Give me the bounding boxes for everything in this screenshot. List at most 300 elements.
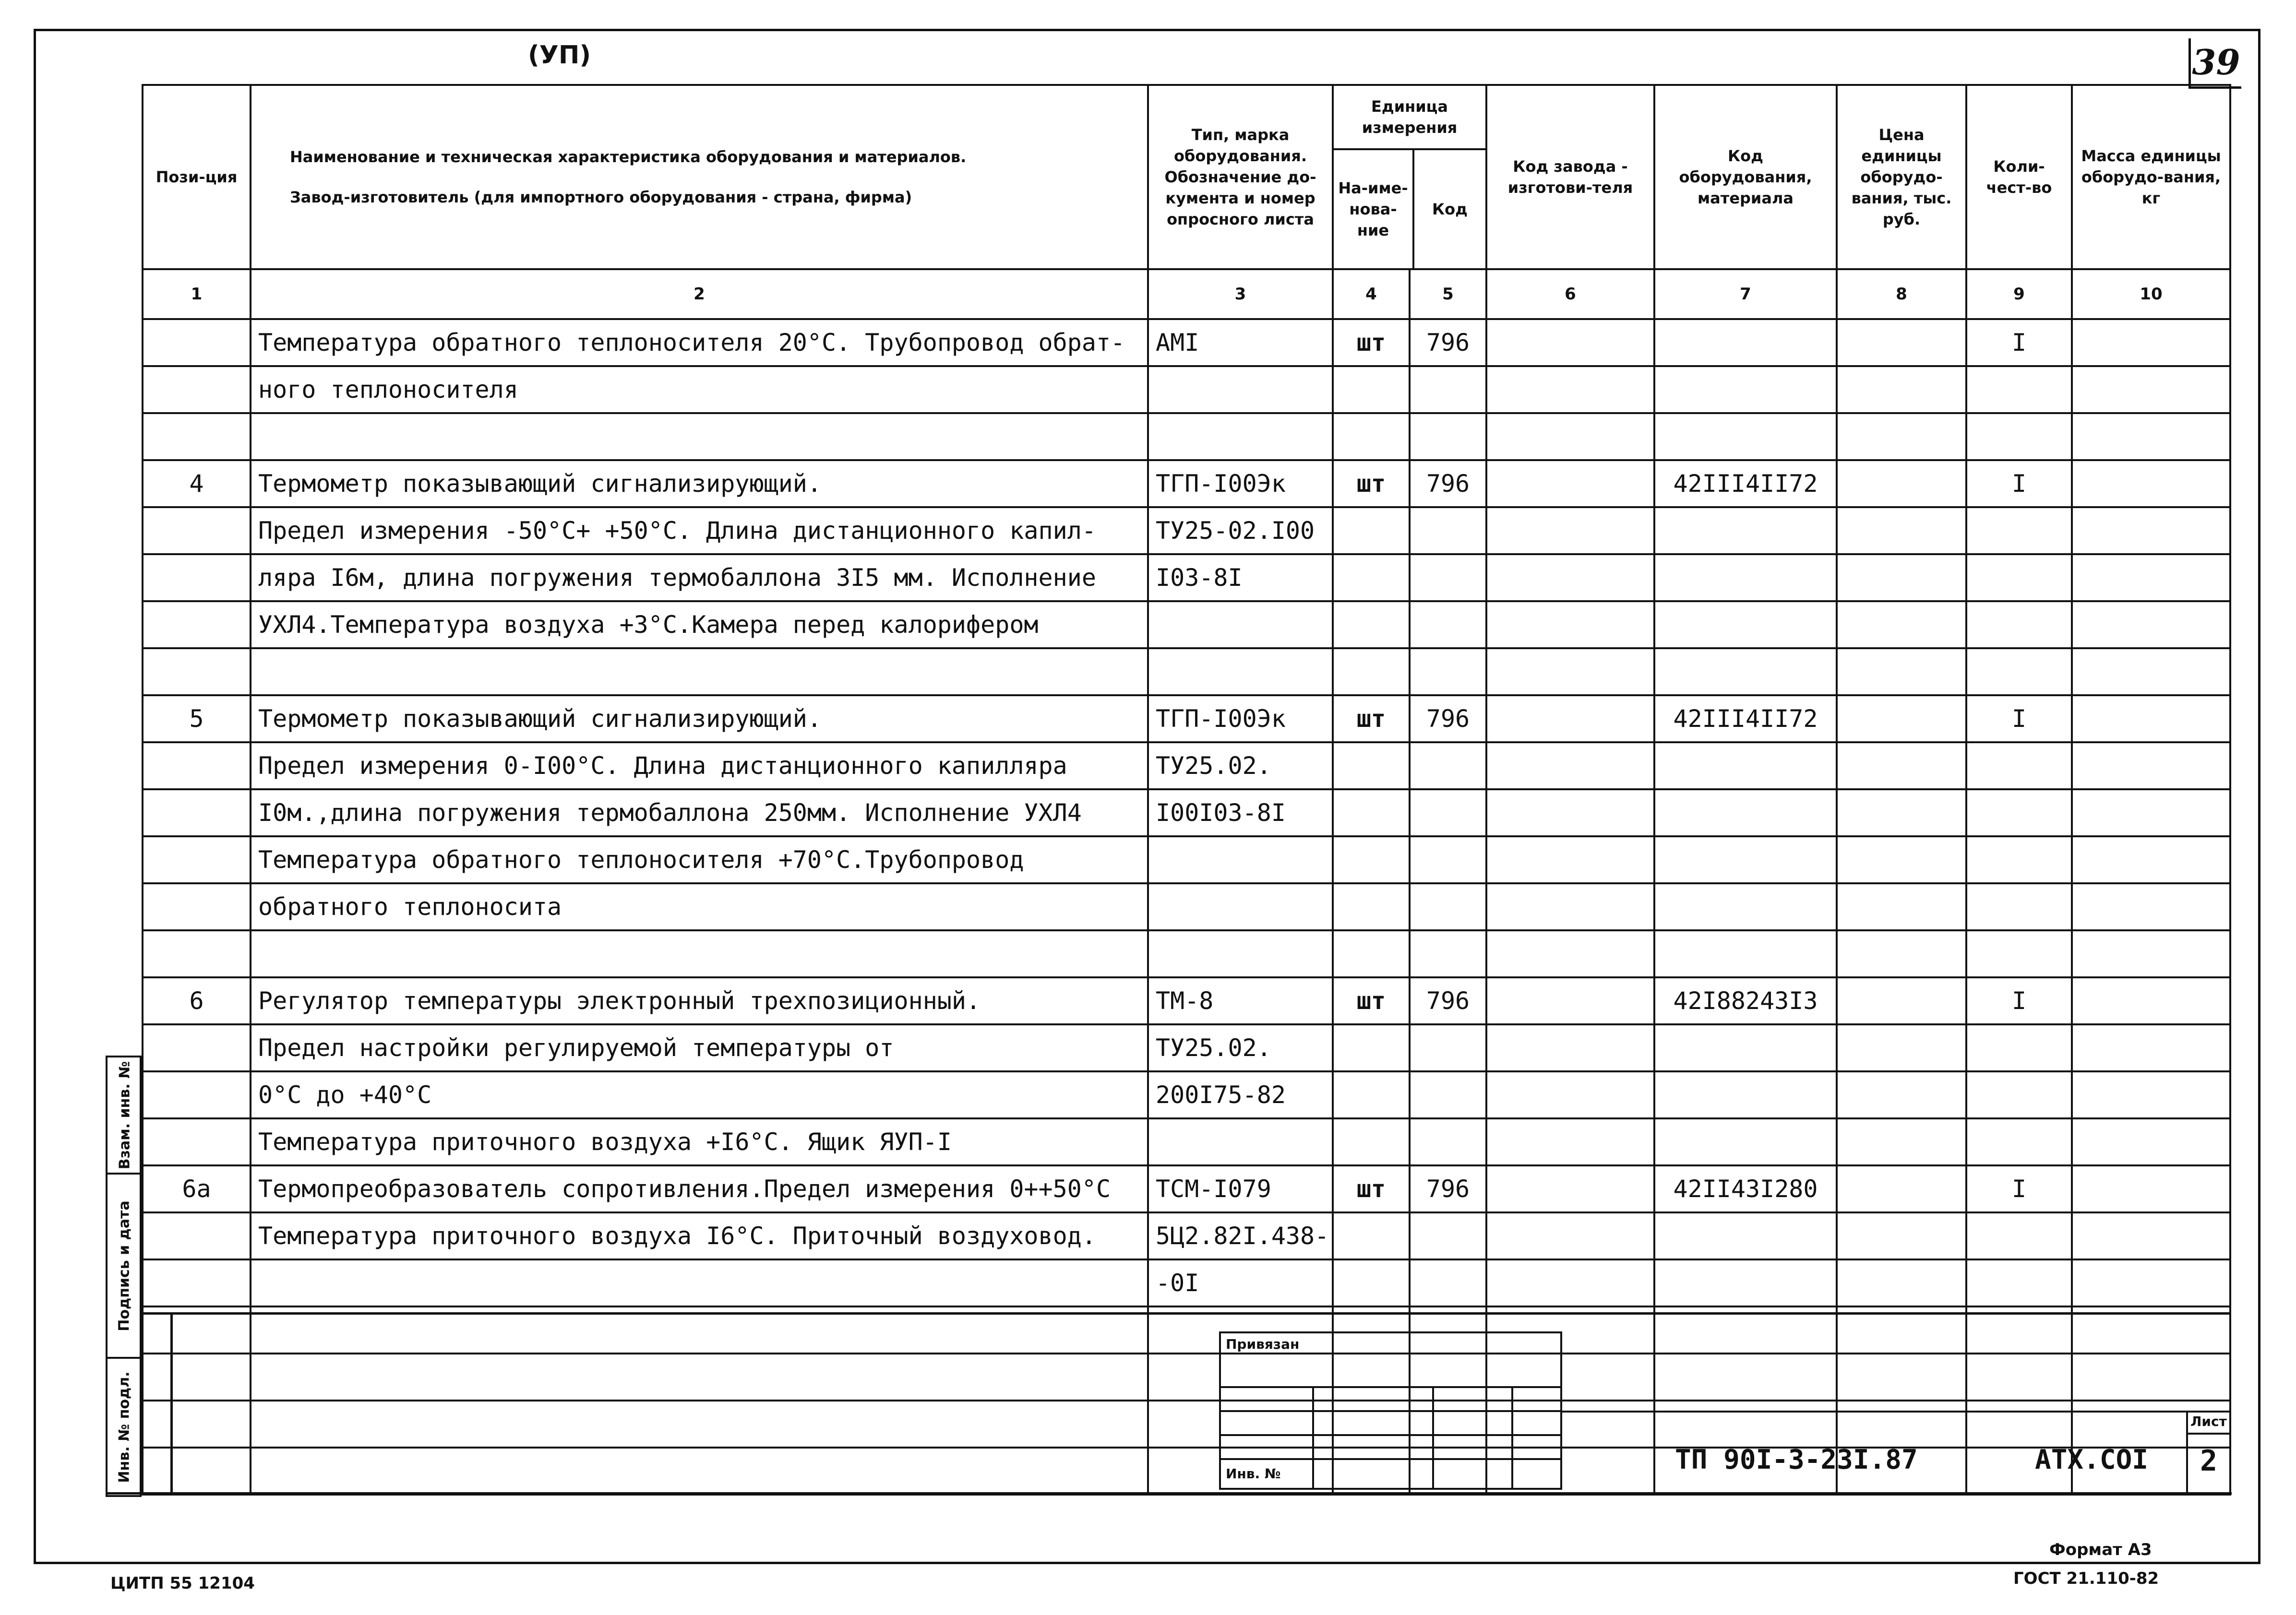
cell-unit: шт xyxy=(1333,1165,1410,1212)
table-row xyxy=(143,742,2230,789)
cell-position xyxy=(143,507,251,554)
side-stamp-cell xyxy=(108,1359,142,1495)
cell-position: 5 xyxy=(143,695,251,742)
cell-name xyxy=(251,1448,1148,1495)
cell-unit xyxy=(1333,554,1410,601)
table-row xyxy=(143,977,2230,1024)
cell-name: Температура приточного воздуха I6°С. Приточный воздуховод. xyxy=(251,1212,1148,1259)
cell-quantity xyxy=(1966,742,2072,789)
cell-name xyxy=(251,930,1148,977)
cell-unit-code: 796 xyxy=(1410,1165,1486,1212)
cell-name: Температура обратного теплоносителя +70°С.Трубопровод xyxy=(251,836,1148,883)
cell-mass xyxy=(2072,1354,2230,1401)
cell-plant-code xyxy=(1486,366,1654,413)
cell-unit xyxy=(1333,789,1410,836)
cell-plant-code xyxy=(1486,789,1654,836)
cell-equipment-code xyxy=(1654,836,1837,883)
cell-type: ТУ25-02.I00 xyxy=(1148,507,1333,554)
cell-quantity: I xyxy=(1966,695,2072,742)
header-unit-name: На-име-нова-ние xyxy=(1334,150,1414,268)
cell-name: Термометр показывающий сигнализирующий. xyxy=(251,460,1148,507)
cell-quantity: I xyxy=(1966,1165,2072,1212)
cell-unit xyxy=(1333,1024,1410,1071)
cell-unit xyxy=(1333,413,1410,460)
cell-position: 6а xyxy=(143,1165,251,1212)
cell-quantity xyxy=(1966,883,2072,930)
footer-left: ЦИТП 55 12104 xyxy=(110,1574,255,1593)
cell-unit-code xyxy=(1410,930,1486,977)
cell-quantity xyxy=(1966,1212,2072,1259)
cell-type: I00I03-8I xyxy=(1148,789,1333,836)
header-price: Цена единицы оборудо-вания, тыс. руб. xyxy=(1837,85,1966,269)
side-stamp-cell xyxy=(108,1175,142,1359)
cell-position xyxy=(143,366,251,413)
table-row xyxy=(143,930,2230,977)
column-number: 8 xyxy=(1837,269,1966,319)
table-row xyxy=(143,319,2230,366)
cell-plant-code xyxy=(1486,1024,1654,1071)
footer-gost: ГОСТ 21.110-82 xyxy=(2013,1569,2159,1588)
cell-type xyxy=(1148,1118,1333,1165)
cell-equipment-code: 42III4II72 xyxy=(1654,695,1837,742)
cell-quantity xyxy=(1966,507,2072,554)
cell-position xyxy=(143,554,251,601)
cell-position xyxy=(143,1354,251,1401)
cell-mass xyxy=(2072,554,2230,601)
table-row xyxy=(143,460,2230,507)
cell-price xyxy=(1837,507,1966,554)
cell-quantity: I xyxy=(1966,460,2072,507)
cell-unit-code xyxy=(1410,1071,1486,1118)
cell-name: ляра I6м, длина погружения термобаллона 3I5 мм. Исполнение xyxy=(251,554,1148,601)
cell-equipment-code xyxy=(1654,601,1837,648)
cell-price xyxy=(1837,883,1966,930)
cell-unit xyxy=(1333,601,1410,648)
cell-mass xyxy=(2072,836,2230,883)
cell-type: I03-8I xyxy=(1148,554,1333,601)
table-row xyxy=(143,1212,2230,1259)
cell-name: УХЛ4.Температура воздуха +3°С.Камера перед калорифером xyxy=(251,601,1148,648)
cell-mass xyxy=(2072,695,2230,742)
cell-price xyxy=(1837,1354,1966,1401)
cell-plant-code xyxy=(1486,930,1654,977)
cell-price xyxy=(1837,1024,1966,1071)
cell-unit xyxy=(1333,507,1410,554)
cell-price xyxy=(1837,1118,1966,1165)
cell-mass xyxy=(2072,742,2230,789)
cell-quantity xyxy=(1966,789,2072,836)
cell-plant-code xyxy=(1486,413,1654,460)
cell-plant-code xyxy=(1486,1071,1654,1118)
column-number: 6 xyxy=(1486,269,1654,319)
cell-price xyxy=(1837,836,1966,883)
cell-unit: шт xyxy=(1333,319,1410,366)
cell-price xyxy=(1837,413,1966,460)
cell-mass xyxy=(2072,1118,2230,1165)
cell-unit-code xyxy=(1410,601,1486,648)
cell-mass xyxy=(2072,460,2230,507)
cell-quantity xyxy=(1966,836,2072,883)
cell-mass xyxy=(2072,930,2230,977)
side-stamp xyxy=(106,1056,142,1497)
cell-position xyxy=(143,1118,251,1165)
side-stamp-replace-inv: Взам. инв. № xyxy=(116,1061,133,1169)
cell-type: ТГП-I00Эк xyxy=(1148,695,1333,742)
cell-unit-code xyxy=(1410,648,1486,695)
cell-name: Предел измерения -50°С+ +50°С. Длина дистанционного капил- xyxy=(251,507,1148,554)
cell-plant-code xyxy=(1486,883,1654,930)
header-name-line2: Завод-изготовитель (для импортного оборудования - страна, фирма) xyxy=(290,188,912,206)
stamp-line xyxy=(1511,1386,1513,1490)
header-units-group: Единица измерения xyxy=(1334,86,1485,150)
stamp-line xyxy=(1432,1386,1434,1490)
cell-type: ТСМ-I079 xyxy=(1148,1165,1333,1212)
cell-name xyxy=(251,1401,1148,1448)
cell-unit-code xyxy=(1410,366,1486,413)
cell-plant-code xyxy=(1486,742,1654,789)
header-plant-code: Код завода - изготови-теля xyxy=(1486,85,1654,269)
cell-equipment-code: 42II43I280 xyxy=(1654,1165,1837,1212)
column-number: 5 xyxy=(1410,269,1486,319)
title-block-inner-line xyxy=(1562,1411,2229,1413)
cell-mass xyxy=(2072,977,2230,1024)
cell-equipment-code xyxy=(1654,648,1837,695)
cell-quantity xyxy=(1966,1118,2072,1165)
cell-unit-code xyxy=(1410,507,1486,554)
cell-plant-code xyxy=(1486,1259,1654,1306)
cell-position xyxy=(143,413,251,460)
cell-position xyxy=(143,930,251,977)
cell-position xyxy=(143,1259,251,1306)
cell-price xyxy=(1837,742,1966,789)
cell-position xyxy=(143,1024,251,1071)
cell-price xyxy=(1837,930,1966,977)
cell-mass xyxy=(2072,1212,2230,1259)
cell-mass xyxy=(2072,601,2230,648)
cell-position xyxy=(143,742,251,789)
cell-plant-code xyxy=(1486,319,1654,366)
cell-unit: шт xyxy=(1333,460,1410,507)
cell-mass xyxy=(2072,413,2230,460)
cell-unit-code xyxy=(1410,413,1486,460)
table-row xyxy=(143,1165,2230,1212)
cell-plant-code xyxy=(1486,648,1654,695)
sheet-corner-number: 39 xyxy=(2188,38,2241,89)
bound-stamp xyxy=(1219,1331,1562,1490)
cell-name: 0°С до +40°С xyxy=(251,1071,1148,1118)
cell-equipment-code xyxy=(1654,319,1837,366)
cell-position xyxy=(143,1401,251,1448)
cell-name xyxy=(251,1259,1148,1306)
cell-name: Термопреобразователь сопротивления.Предел измерения 0++50°С xyxy=(251,1165,1148,1212)
document-code: АТХ.СОI xyxy=(2035,1444,2149,1475)
cell-mass xyxy=(2072,1024,2230,1071)
cell-unit xyxy=(1333,1071,1410,1118)
cell-name: Предел настройки регулируемой температуры от xyxy=(251,1024,1148,1071)
table-row xyxy=(143,1024,2230,1071)
cell-equipment-code xyxy=(1654,1259,1837,1306)
cell-equipment-code: 42III4II72 xyxy=(1654,460,1837,507)
cell-mass xyxy=(2072,1165,2230,1212)
cell-name: Регулятор температуры электронный трехпозиционный. xyxy=(251,977,1148,1024)
table-row xyxy=(143,1118,2230,1165)
sheet-box xyxy=(2186,1411,2229,1492)
column-number: 2 xyxy=(251,269,1148,319)
cell-mass xyxy=(2072,366,2230,413)
cell-plant-code xyxy=(1486,836,1654,883)
cell-quantity xyxy=(1966,1401,2072,1448)
cell-equipment-code xyxy=(1654,789,1837,836)
cell-position: 6 xyxy=(143,977,251,1024)
cell-unit-code xyxy=(1410,1118,1486,1165)
title-block-top-line xyxy=(142,1312,2229,1315)
cell-unit-code xyxy=(1410,836,1486,883)
cell-position xyxy=(143,1212,251,1259)
cell-price xyxy=(1837,366,1966,413)
side-stamp-inv-original: Инв. № подл. xyxy=(116,1371,133,1483)
cell-price xyxy=(1837,601,1966,648)
cell-unit-code xyxy=(1410,1212,1486,1259)
cell-quantity xyxy=(1966,554,2072,601)
cell-unit xyxy=(1333,1259,1410,1306)
cell-name xyxy=(251,1354,1148,1401)
table-row xyxy=(143,695,2230,742)
cell-unit-code xyxy=(1410,1024,1486,1071)
cell-unit-code xyxy=(1410,554,1486,601)
table-row xyxy=(143,648,2230,695)
cell-unit-code: 796 xyxy=(1410,319,1486,366)
cell-unit-code xyxy=(1410,1259,1486,1306)
sheet-number: 2 xyxy=(2200,1444,2218,1478)
cell-mass xyxy=(2072,648,2230,695)
cell-plant-code xyxy=(1486,460,1654,507)
cell-type xyxy=(1148,648,1333,695)
table-row xyxy=(143,601,2230,648)
title-block-divider xyxy=(170,1312,173,1495)
table-row xyxy=(143,1071,2230,1118)
cell-quantity xyxy=(1966,1259,2072,1306)
cell-name: обратного теплоносита xyxy=(251,883,1148,930)
header-equipment-code: Код оборудования, материала xyxy=(1654,85,1837,269)
column-number: 3 xyxy=(1148,269,1333,319)
cell-price xyxy=(1837,319,1966,366)
cell-position xyxy=(143,1448,251,1495)
cell-plant-code xyxy=(1486,1165,1654,1212)
cell-quantity xyxy=(1966,366,2072,413)
cell-unit xyxy=(1333,836,1410,883)
header-units xyxy=(1333,85,1486,269)
cell-position xyxy=(143,648,251,695)
column-number: 1 xyxy=(143,269,251,319)
cell-mass xyxy=(2072,789,2230,836)
cell-equipment-code xyxy=(1654,742,1837,789)
cell-price xyxy=(1837,648,1966,695)
cell-unit xyxy=(1333,648,1410,695)
cell-position xyxy=(143,883,251,930)
column-number: 9 xyxy=(1966,269,2072,319)
cell-price xyxy=(1837,554,1966,601)
cell-unit-code xyxy=(1410,883,1486,930)
side-stamp-signature-date: Подпись и дата xyxy=(116,1200,133,1331)
column-number: 10 xyxy=(2072,269,2230,319)
cell-type: ТМ-8 xyxy=(1148,977,1333,1024)
cell-equipment-code xyxy=(1654,883,1837,930)
cell-type xyxy=(1148,836,1333,883)
stamp-line xyxy=(1312,1386,1314,1490)
header-unit-code: Код xyxy=(1432,200,1468,218)
cell-name xyxy=(251,648,1148,695)
cell-unit: шт xyxy=(1333,695,1410,742)
column-number: 7 xyxy=(1654,269,1837,319)
cell-unit xyxy=(1333,1118,1410,1165)
cell-equipment-code xyxy=(1654,930,1837,977)
cell-plant-code xyxy=(1486,695,1654,742)
cell-unit-code xyxy=(1410,789,1486,836)
cell-name: Термометр показывающий сигнализирующий. xyxy=(251,695,1148,742)
cell-type: ТУ25.02. xyxy=(1148,1024,1333,1071)
cell-unit xyxy=(1333,930,1410,977)
header-row xyxy=(143,85,2230,269)
column-number: 4 xyxy=(1333,269,1410,319)
cell-type xyxy=(1148,883,1333,930)
cell-name: Температура обратного теплоносителя 20°С. Трубопровод обрат- xyxy=(251,319,1148,366)
cell-equipment-code xyxy=(1654,1401,1837,1448)
cell-price xyxy=(1837,1212,1966,1259)
cell-equipment-code xyxy=(1654,413,1837,460)
table-row xyxy=(143,554,2230,601)
cell-plant-code xyxy=(1486,977,1654,1024)
table-row xyxy=(143,413,2230,460)
header-quantity: Коли-чест-во xyxy=(1966,85,2072,269)
cell-equipment-code xyxy=(1654,1118,1837,1165)
cell-price xyxy=(1837,1071,1966,1118)
cell-mass xyxy=(2072,1259,2230,1306)
cell-quantity xyxy=(1966,1354,2072,1401)
header-position: Пози-ция xyxy=(143,85,251,269)
cell-position: 4 xyxy=(143,460,251,507)
footer-format: Формат А3 xyxy=(2049,1540,2152,1559)
cell-position xyxy=(143,789,251,836)
cell-quantity xyxy=(1966,413,2072,460)
cell-quantity xyxy=(1966,1071,2072,1118)
cell-quantity xyxy=(1966,930,2072,977)
cell-name: Предел измерения 0-I00°С. Длина дистанционного капилляра xyxy=(251,742,1148,789)
cell-type: ТГП-I00Эк xyxy=(1148,460,1333,507)
cell-plant-code xyxy=(1486,601,1654,648)
cell-position xyxy=(143,1071,251,1118)
cell-equipment-code xyxy=(1654,1024,1837,1071)
table-row xyxy=(143,789,2230,836)
cell-type: 200I75-82 xyxy=(1148,1071,1333,1118)
cell-quantity: I xyxy=(1966,319,2072,366)
table-row xyxy=(143,883,2230,930)
cell-plant-code xyxy=(1486,1118,1654,1165)
header-name xyxy=(251,85,1148,269)
cell-type: 5Ц2.82I.438- xyxy=(1148,1212,1333,1259)
cell-unit xyxy=(1333,883,1410,930)
cell-unit-code: 796 xyxy=(1410,460,1486,507)
cell-price xyxy=(1837,460,1966,507)
cell-type: -0I xyxy=(1148,1259,1333,1306)
cell-price xyxy=(1837,1165,1966,1212)
cell-unit xyxy=(1333,1212,1410,1259)
cell-mass xyxy=(2072,507,2230,554)
cell-equipment-code xyxy=(1654,366,1837,413)
cell-type xyxy=(1148,366,1333,413)
header-name-line1: Наименование и техническая характеристика оборудования и материалов. xyxy=(290,148,967,166)
header-type: Тип, марка оборудования. Обозначение до-кумента и номер опросного листа xyxy=(1148,85,1333,269)
cell-mass xyxy=(2072,319,2230,366)
cell-name: Температура приточного воздуха +I6°С. Ящик ЯУП-I xyxy=(251,1118,1148,1165)
cell-name: I0м.,длина погружения термобаллона 250мм. Исполнение УХЛ4 xyxy=(251,789,1148,836)
cell-quantity: I xyxy=(1966,977,2072,1024)
table-row xyxy=(143,1354,2230,1401)
table-row xyxy=(143,836,2230,883)
table-row xyxy=(143,1259,2230,1306)
inv-label: Инв. № xyxy=(1226,1466,1281,1482)
cell-equipment-code xyxy=(1654,1071,1837,1118)
cell-plant-code xyxy=(1486,554,1654,601)
cell-name xyxy=(251,413,1148,460)
cell-position xyxy=(143,836,251,883)
side-stamp-cell xyxy=(108,1057,142,1175)
cell-unit-code: 796 xyxy=(1410,695,1486,742)
cell-equipment-code: 42I88243I3 xyxy=(1654,977,1837,1024)
cell-type xyxy=(1148,601,1333,648)
document-cipher: ТП 90I-3-23I.87 xyxy=(1675,1444,1918,1475)
title-block-bottom-line xyxy=(106,1492,2232,1495)
column-numbers-row xyxy=(143,269,2230,319)
cell-equipment-code xyxy=(1654,1354,1837,1401)
cell-quantity xyxy=(1966,648,2072,695)
cell-unit xyxy=(1333,366,1410,413)
header-mass: Масса единицы оборудо-вания, кг xyxy=(2072,85,2230,269)
cell-name: ного теплоносителя xyxy=(251,366,1148,413)
cell-unit-code: 796 xyxy=(1410,977,1486,1024)
cell-mass xyxy=(2072,1071,2230,1118)
cell-type: ТУ25.02. xyxy=(1148,742,1333,789)
cell-equipment-code xyxy=(1654,1212,1837,1259)
cell-type xyxy=(1148,930,1333,977)
cell-price xyxy=(1837,977,1966,1024)
cell-unit-code xyxy=(1410,742,1486,789)
cell-equipment-code xyxy=(1654,554,1837,601)
cell-price xyxy=(1837,789,1966,836)
cell-unit xyxy=(1333,742,1410,789)
cell-quantity xyxy=(1966,601,2072,648)
cell-plant-code xyxy=(1486,1212,1654,1259)
cell-quantity xyxy=(1966,1024,2072,1071)
table-row xyxy=(143,366,2230,413)
cell-price xyxy=(1837,695,1966,742)
specification-table xyxy=(142,84,2231,1496)
sheet-label: Лист xyxy=(2188,1411,2229,1435)
cell-price xyxy=(1837,1401,1966,1448)
top-label: (УП) xyxy=(528,41,591,70)
cell-unit: шт xyxy=(1333,977,1410,1024)
table-row xyxy=(143,1401,2230,1448)
bound-label: Привязан xyxy=(1226,1336,1300,1352)
cell-type xyxy=(1148,413,1333,460)
cell-plant-code xyxy=(1486,507,1654,554)
cell-mass xyxy=(2072,883,2230,930)
table-row xyxy=(143,507,2230,554)
cell-equipment-code xyxy=(1654,507,1837,554)
cell-position xyxy=(143,601,251,648)
cell-position xyxy=(143,319,251,366)
cell-type: АМI xyxy=(1148,319,1333,366)
cell-price xyxy=(1837,1259,1966,1306)
